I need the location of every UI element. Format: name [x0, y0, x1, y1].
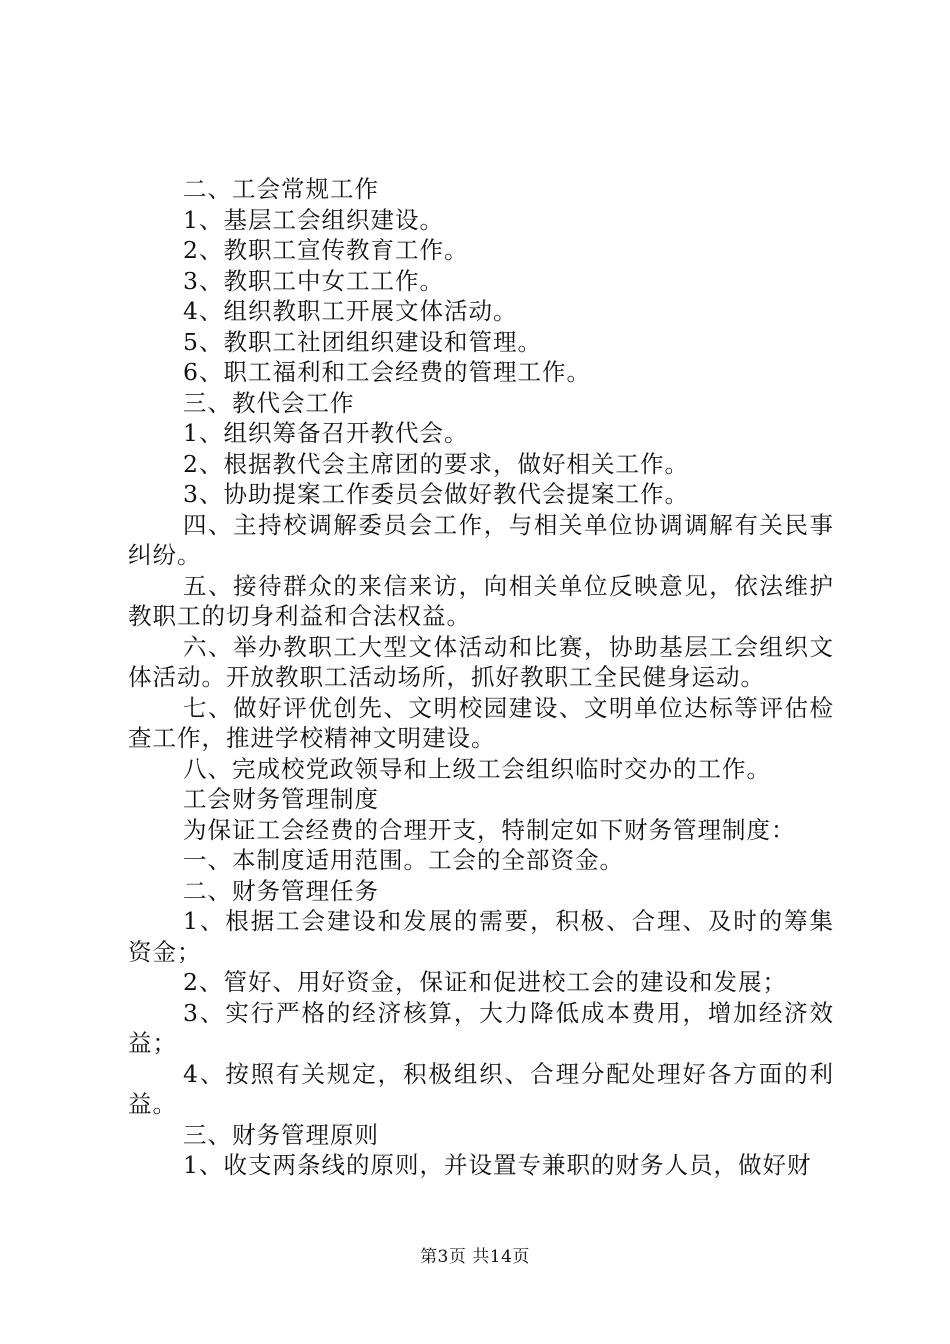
- paragraph-finance-scope: 一、本制度适用范围。工会的全部资金。: [183, 846, 624, 874]
- paragraph-item: 2、根据教代会主席团的要求，做好相关工作。: [183, 449, 689, 478]
- paragraph-finance-title: 工会财务管理制度: [183, 785, 379, 813]
- page-number-label: 第3页 共14页: [420, 1247, 530, 1267]
- document-body: [128, 174, 834, 1181]
- paragraph-section-4: 四、主持校调解委员会工作，与相关单位协调调解有关民事纠纷。: [128, 510, 834, 569]
- paragraph-item: 4、按照有关规定，积极组织、合理分配处理好各方面的利益。: [128, 1059, 834, 1118]
- paragraph-item: 3、协助提案工作委员会做好教代会提案工作。: [183, 480, 689, 508]
- paragraph-item: 1、基层工会组织建设。: [183, 205, 444, 234]
- paragraph-item: 1、根据工会建设和发展的需要，积极、合理、及时的筹集资金；: [128, 907, 834, 966]
- paragraph-section-6: 六、举办教职工大型文体活动和比赛，协助基层工会组织文体活动。开放教职工活动场所，抓好教职工全民健身运动。: [128, 632, 834, 691]
- paragraph-section-7: 七、做好评优创先、文明校园建设、文明单位达标等评估检查工作，推进学校精神文明建设。: [128, 693, 834, 752]
- paragraph-item: 1、收支两条线的原则，并设置专兼职的财务人员，做好财: [183, 1151, 812, 1179]
- paragraph-item: 4、组织教职工开展文体活动。: [183, 297, 518, 325]
- paragraph-item: 2、管好、用好资金，保证和促进校工会的建设和发展；: [183, 968, 787, 996]
- paragraph-item: 1、组织筹备召开教代会。: [183, 419, 469, 447]
- paragraph-finance-tasks-heading: 二、财务管理任务: [183, 876, 379, 905]
- paragraph-finance-principles-heading: 三、财务管理原则: [183, 1120, 379, 1149]
- paragraph-item: 3、实行严格的经济核算，大力降低成本费用，增加经济效益；: [128, 998, 834, 1057]
- paragraph-finance-intro: 为保证工会经费的合理开支，特制定如下财务管理制度：: [183, 815, 796, 844]
- paragraph-section-3-heading: 三、教代会工作: [183, 388, 355, 417]
- paragraph-item: 6、职工福利和工会经费的管理工作。: [183, 358, 591, 386]
- page-footer: [0, 1242, 950, 1267]
- paragraph-item: 2、教职工宣传教育工作。: [183, 236, 469, 264]
- paragraph-section-5: 五、接待群众的来信来访，向相关单位反映意见，依法维护教职工的切身利益和合法权益。: [128, 571, 834, 630]
- paragraph-item: 5、教职工社团组织建设和管理。: [183, 327, 542, 356]
- paragraph-section-2-heading: 二、工会常规工作: [183, 175, 379, 203]
- paragraph-section-8: 八、完成校党政领导和上级工会组织临时交办的工作。: [183, 754, 771, 783]
- paragraph-item: 3、教职工中女工工作。: [183, 266, 444, 295]
